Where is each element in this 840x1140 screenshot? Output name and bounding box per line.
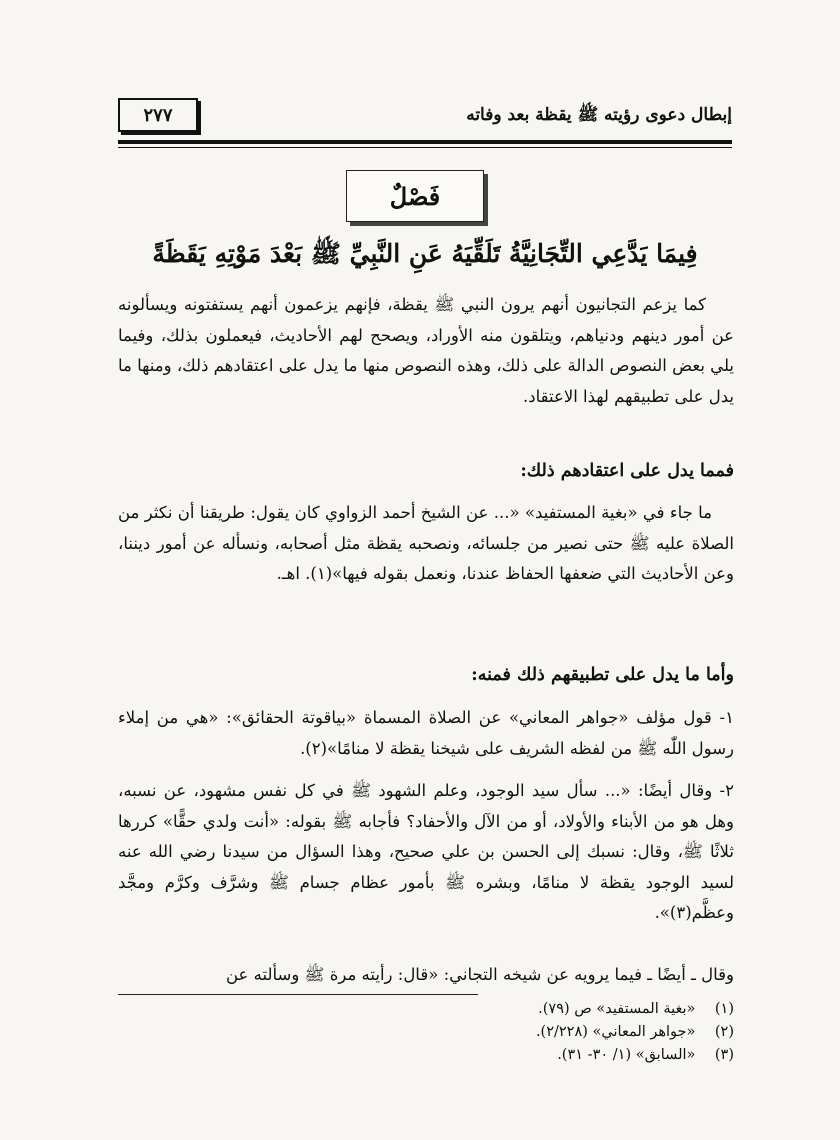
header-rule-thick [118,140,732,144]
footnote [118,998,734,1021]
chapter-title: فِيمَا يَدَّعِي التِّجَانِيَّةُ تَلَقِّيَهُ عَنِ النَّبِيِّ ﷺ بَعْدَ مَوْتِهِ يَقَظَةً [152,239,698,268]
footnote-separator [118,994,478,995]
section-label-box: فَصْلٌ [346,170,484,222]
subheading-practice: وأما ما يدل على تطبيقهم ذلك فمنه: [471,665,734,685]
footnote-number: (٢) [714,1024,734,1040]
continuing-line: وقال ـ أيضًا ـ فيما يرويه عن شيخه التجاني: «قال: رأيته مرة ﷺ وسألته عن [225,965,734,984]
header-rule-thin [118,147,732,148]
intro-paragraph: كما يزعم التجانيون أنهم يرون النبي ﷺ يقظة، فإنهم يزعمون أنهم يستفتونه ويسألونه عن أمور دينهم ودنياهم، ويتلقون منه الأوراد، ويصحح لهم الأحاديث، فيعملون بذلك، وفيما يلي بعض النصوص الدالة على ذلك، وهذه النصوص منها ما يدل على اعتقادهم ذلك، ومنها ما يدل على تطبيقهم لهذا الاعتقاد. [118,295,734,406]
running-title: إبطال دعوى رؤيته ﷺ يقظة بعد وفاته [466,105,732,125]
footnote-number: (٣) [714,1047,734,1063]
footnote-text: «بغية المستفيد» ص (٧٩). [538,1001,696,1017]
quote-paragraph: ما جاء في «بغية المستفيد» «... عن الشيخ أحمد الزواوي كان يقول: طريقنا أن نكثر من الصلاة عليه ﷺ حتى نصير من جلسائه، ونصحبه يقظة مثل أصحابه، ونسأله عن أمور ديننا، وعن الأحاديث التي ضعفها الحفاظ عندنا، ونعمل بقوله فيها»(١). اهـ. [118,503,734,583]
footnote-text: «السابق» (١/ ٣٠- ٣١). [557,1047,696,1063]
list-item-2: ٢- وقال أيضًا: «... سأل سيد الوجود، وعلم الشهود ﷺ في كل نفس مشهود، عن نسبه، وهل هو من الأبناء والأولاد، أو من الآل والأحفاد؟ فأجابه ﷺ بقوله: «أنت ولدي حقًّا» كررها ثلاثًا ﷺ، وقال: نسبك إلى الحسن بن علي صحيح، وهذا السؤال من سيدنا رضي الله عنه لسيد الوجود يقظة لا منامًا، وبشره ﷺ بأمور عظام جسام ﷺ وشرَّف وكرَّم ومجَّد وعظَّم(٣)». [118,781,734,922]
footnote-text: «جواهر المعاني» (٢/٢٢٨). [535,1024,696,1040]
page-number: ٢٧٧ [118,98,198,132]
page-header [118,98,732,138]
footnote-number: (١) [714,1001,734,1017]
subheading-beliefs: فمما يدل على اعتقادهم ذلك: [520,461,734,481]
footnote [118,1021,734,1044]
list-item-1: ١- قول مؤلف «جواهر المعاني» عن الصلاة المسماة «بياقوتة الحقائق»: «هي من إملاء رسول اللّٰه ﷺ من لفظه الشريف على شيخنا يقظة لا منامًا»(٢). [118,708,734,758]
footnotes [118,998,734,1067]
footnote [118,1044,734,1067]
